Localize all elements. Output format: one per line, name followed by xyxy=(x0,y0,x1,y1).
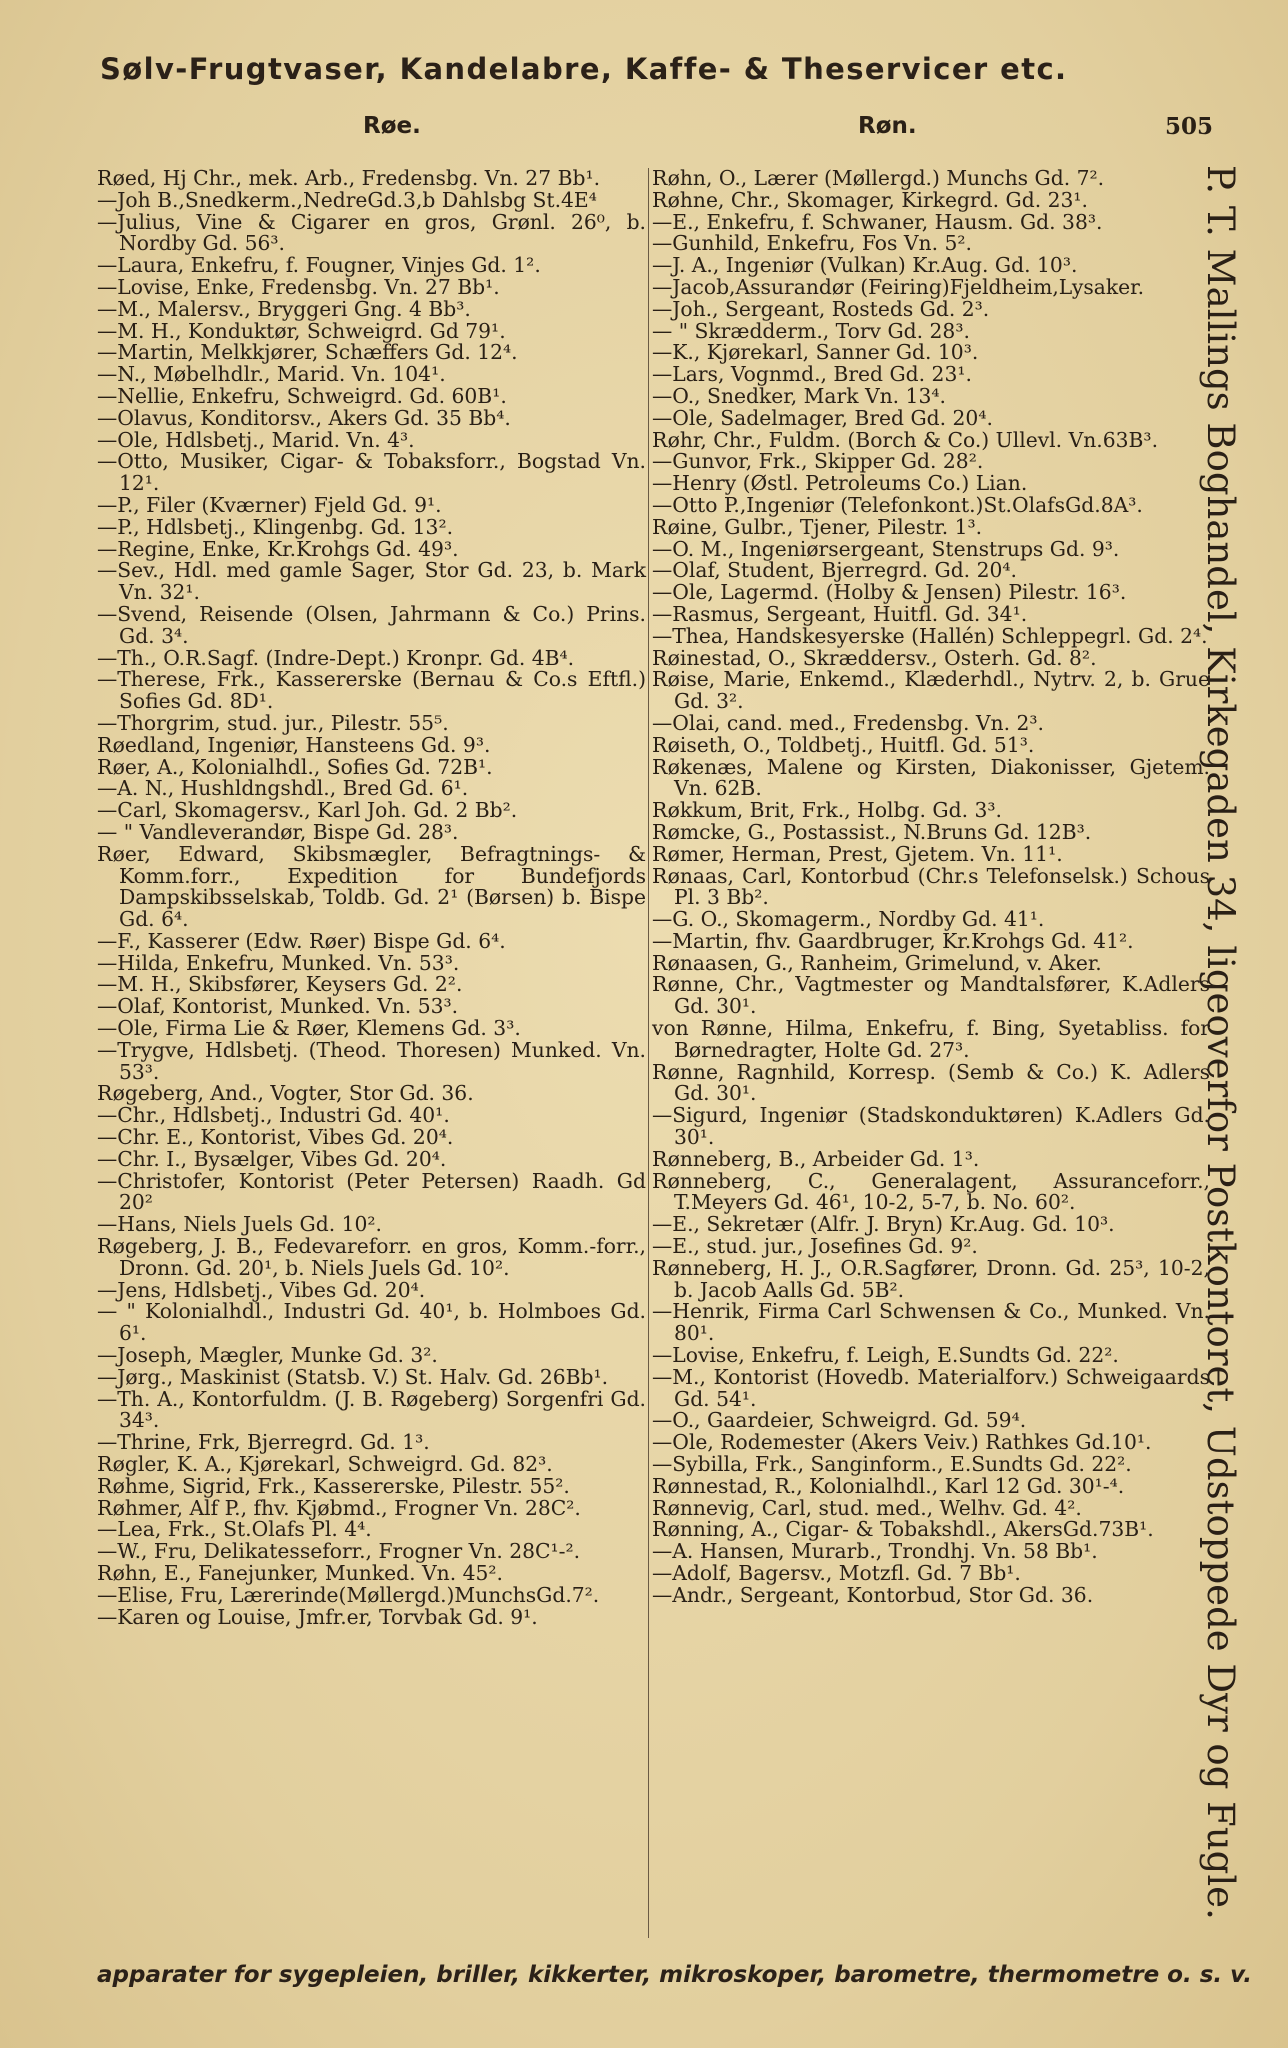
directory-entry: Rønne, Ragnhild, Korresp. (Semb & Co.) K. Adlers Gd. 30¹. xyxy=(652,1059,1210,1106)
directory-entry: — " Vandleverandør, Bispe Gd. 28³. xyxy=(97,819,459,844)
directory-entry: —O., Gaardeier, Schweigrd. Gd. 59⁴. xyxy=(652,1408,1027,1433)
directory-entry: —Carl, Skomagersv., Karl Joh. Gd. 2 Bb². xyxy=(97,798,518,823)
directory-entry: —Thrine, Frk, Bjerregrd. Gd. 1³. xyxy=(97,1430,430,1455)
directory-entry: — " Kolonialhdl., Industri Gd. 40¹, b. Holmboes Gd. 6¹. xyxy=(97,1299,646,1346)
directory-entry: —Ole, Sadelmager, Bred Gd. 20⁴. xyxy=(652,405,993,430)
directory-entry: —F., Kasserer (Edw. Røer) Bispe Gd. 6⁴. xyxy=(97,928,506,953)
directory-entry: —Olaf, Student, Bjerregrd. Gd. 20⁴. xyxy=(652,558,1017,583)
directory-entry: —M., Kontorist (Hovedb. Materialforv.) Schweigaards Gd. 54¹. xyxy=(652,1364,1210,1411)
directory-entry: —Regine, Enke, Kr.Krohgs Gd. 49³. xyxy=(97,536,459,561)
directory-entry: —Thorgrim, stud. jur., Pilestr. 55⁵. xyxy=(97,710,449,735)
directory-entry: —A. N., Hushldngshdl., Bred Gd. 6¹. xyxy=(97,776,469,801)
directory-entry: Røer, A., Kolonialhdl., Sofies Gd. 72B¹. xyxy=(97,754,493,779)
column-divider xyxy=(648,168,649,1938)
directory-entry: —Andr., Sergeant, Kontorbud, Stor Gd. 36. xyxy=(652,1582,1094,1607)
directory-entry: —Olavus, Konditorsv., Akers Gd. 35 Bb⁴. xyxy=(97,405,511,430)
directory-entry: —K., Kjørekarl, Sanner Gd. 10³. xyxy=(652,340,979,365)
directory-entry: —J. A., Ingeniør (Vulkan) Kr.Aug. Gd. 10³. xyxy=(652,253,1078,278)
directory-entry: —Jacob,Assurandør (Feiring)Fjeldheim,Lysaker. xyxy=(652,274,1145,299)
directory-entry: Rønneberg, B., Arbeider Gd. 1³. xyxy=(652,1146,980,1171)
directory-entry: —Joseph, Mægler, Munke Gd. 3². xyxy=(97,1343,438,1368)
directory-entry: —Lovise, Enke, Fredensbg. Vn. 27 Bb¹. xyxy=(97,274,500,299)
directory-entry: —Hans, Niels Juels Gd. 10². xyxy=(97,1212,382,1237)
directory-entry: —Svend, Reisende (Olsen, Jahrmann & Co.) Prins. Gd. 3⁴. xyxy=(97,601,646,648)
directory-entry: —Karen og Louise, Jmfr.er, Torvbak Gd. 9¹. xyxy=(97,1604,538,1629)
directory-entry: —Chr., Hdlsbetj., Industri Gd. 40¹. xyxy=(97,1103,450,1128)
directory-entry: Røed, Hj Chr., mek. Arb., Fredensbg. Vn. 27 Bb¹. xyxy=(97,166,601,190)
right-catchword: Røn. xyxy=(858,113,917,139)
directory-entry: —O. M., Ingeniørsergeant, Stenstrups Gd. 9³. xyxy=(652,536,1120,561)
directory-entry: —P., Filer (Kværner) Fjeld Gd. 9¹. xyxy=(97,492,442,517)
directory-entry: —Th. A., Kontorfuldm. (J. B. Røgeberg) Sorgenfri Gd. 34³. xyxy=(97,1386,646,1433)
directory-entry: Røkkum, Brit, Frk., Holbg. Gd. 3³. xyxy=(652,798,1002,823)
directory-entry: Røiseth, O., Toldbetj., Huitfl. Gd. 51³. xyxy=(652,732,1035,757)
directory-entry: —Thea, Handskesyerske (Hallén) Schleppegrl. Gd. 2⁴. xyxy=(652,623,1208,648)
directory-entry: —Gunhild, Enkefru, Fos Vn. 5². xyxy=(652,231,972,256)
directory-entry: Rømer, Herman, Prest, Gjetem. Vn. 11¹. xyxy=(652,841,1063,866)
left-column xyxy=(97,168,646,1938)
right-column xyxy=(652,168,1210,1938)
directory-entry: Rønnevig, Carl, stud. med., Welhv. Gd. 4². xyxy=(652,1495,1082,1520)
directory-entry: —M. H., Konduktør, Schweigrd. Gd 79¹. xyxy=(97,318,506,343)
directory-entry: Røinestad, O., Skræddersv., Osterh. Gd. 8². xyxy=(652,645,1097,670)
directory-entry: —P., Hdlsbetj., Klingenbg. Gd. 13². xyxy=(97,514,454,539)
directory-entry: Rønnestad, R., Kolonialhdl., Karl 12 Gd. 30¹-⁴. xyxy=(652,1473,1125,1498)
directory-entry: Røer, Edward, Skibsmægler, Befragtnings- & Komm.forr., Expedition for Bundefjords Dampskibsselskab, Toldb. Gd. 2¹ (Børsen) b. Bispe Gd. 6⁴. xyxy=(97,841,646,932)
directory-entry: —Otto, Musiker, Cigar- & Tobaksforr., Bogstad Vn. 12¹. xyxy=(97,449,646,496)
directory-entry: —Chr. I., Bysælger, Vibes Gd. 20⁴. xyxy=(97,1146,447,1171)
directory-entry: —Hilda, Enkefru, Munked. Vn. 53³. xyxy=(97,950,460,975)
directory-entry: —W., Fru, Delikatesseforr., Frogner Vn. 28C¹-². xyxy=(97,1539,581,1564)
page-number: 505 xyxy=(1165,113,1214,140)
directory-entry: —Ole, Lagermd. (Holby & Jensen) Pilestr. 16³. xyxy=(652,580,1127,605)
directory-entry: —Jørg., Maskinist (Statsb. V.) St. Halv. Gd. 26Bb¹. xyxy=(97,1364,609,1389)
directory-entry: Røhme, Sigrid, Frk., Kassererske, Pilestr. 55². xyxy=(97,1473,570,1498)
directory-entry: —Gunvor, Frk., Skipper Gd. 28². xyxy=(652,449,984,474)
directory-entry: —A. Hansen, Murarb., Trondhj. Vn. 58 Bb¹. xyxy=(652,1539,1098,1564)
directory-entry: —Rasmus, Sergeant, Huitfl. Gd. 34¹. xyxy=(652,601,1028,626)
directory-entry: von Rønne, Hilma, Enkefru, f. Bing, Syetabliss. for Børnedragter, Holte Gd. 27³. xyxy=(652,1016,1210,1062)
directory-entry: —O., Snedker, Mark Vn. 13⁴. xyxy=(652,383,946,408)
directory-entry: Røine, Gulbr., Tjener, Pilestr. 1³. xyxy=(652,514,983,539)
directory-entry: Rønaas, Carl, Kontorbud (Chr.s Telefonselsk.) Schous Pl. 3 Bb². xyxy=(652,863,1210,910)
directory-entry: —Martin, fhv. Gaardbruger, Kr.Krohgs Gd. 41². xyxy=(652,928,1134,953)
directory-entry: —Laura, Enkefru, f. Fougner, Vinjes Gd. 1². xyxy=(97,253,541,278)
directory-entry: Rønne, Chr., Vagtmester og Mandtalsfører, K.Adlers Gd. 30¹. xyxy=(652,972,1210,1019)
directory-entry: Røedland, Ingeniør, Hansteens Gd. 9³. xyxy=(97,732,491,757)
directory-entry: — " Skrædderm., Torv Gd. 28³. xyxy=(652,318,970,343)
directory-entry: Rønaasen, G., Ranheim, Grimelund, v. Aker. xyxy=(652,950,1102,975)
directory-entry: Røgeberg, And., Vogter, Stor Gd. 36. xyxy=(97,1081,474,1106)
directory-entry: —M. H., Skibsfører, Keysers Gd. 2². xyxy=(97,972,463,997)
directory-entry: —Elise, Fru, Lærerinde(Møllergd.)MunchsGd.7². xyxy=(97,1582,600,1607)
directory-entry: —Lovise, Enkefru, f. Leigh, E.Sundts Gd. 22². xyxy=(652,1343,1119,1368)
directory-entry: Rømcke, G., Postassist., N.Bruns Gd. 12B³. xyxy=(652,819,1092,844)
directory-entry: —Ole, Firma Lie & Røer, Klemens Gd. 3³. xyxy=(97,1016,521,1041)
bottom-advertisement-banner: apparater for sygepleien, briller, kikkerter, mikroskoper, barometre, thermometre o. s. v. xyxy=(97,1962,1253,1988)
side-advertisement-banner: P. T. Mallings Boghandel, Kirkegaden 34, ligeoverfor Postkontoret, Udstoppede Dyr og Fugle. xyxy=(1199,165,1242,1920)
directory-entry: —N., Møbelhdlr., Marid. Vn. 104¹. xyxy=(97,362,446,387)
directory-entry: —Julius, Vine & Cigarer en gros, Grønl. 26⁰, b. Nordby Gd. 56³. xyxy=(97,209,646,256)
directory-entry: —Th., O.R.Sagf. (Indre-Dept.) Kronpr. Gd. 4B⁴. xyxy=(97,645,575,670)
directory-entry: —Henrik, Firma Carl Schwensen & Co., Munked. Vn. 80¹. xyxy=(652,1299,1210,1346)
directory-entry: —E., stud. jur., Josefines Gd. 9². xyxy=(652,1234,978,1259)
directory-entry: —Ole, Rodemester (Akers Veiv.) Rathkes Gd.10¹. xyxy=(652,1430,1152,1455)
directory-entry: —Sybilla, Frk., Sanginform., E.Sundts Gd. 22². xyxy=(652,1452,1132,1477)
directory-entry: —Christofer, Kontorist (Peter Petersen) Raadh. Gd 20² xyxy=(97,1168,646,1215)
directory-entry: Røhne, Chr., Skomager, Kirkegrd. Gd. 23¹. xyxy=(652,187,1088,212)
left-catchword: Røe. xyxy=(363,113,421,139)
directory-entry: —E., Sekretær (Alfr. J. Bryn) Kr.Aug. Gd. 10³. xyxy=(652,1212,1115,1237)
directory-entry: Rønning, A., Cigar- & Tobakshdl., AkersGd.73B¹. xyxy=(652,1517,1154,1542)
directory-entry: —Sigurd, Ingeniør (Stadskonduktøren) K.Adlers Gd. 30¹. xyxy=(652,1103,1210,1150)
directory-entry: —M., Malersv., Bryggeri Gng. 4 Bb³. xyxy=(97,296,471,321)
directory-entry: Røhn, E., Fanejunker, Munked. Vn. 45². xyxy=(97,1561,503,1585)
top-advertisement-banner: Sølv-Frugtvaser, Kandelabre, Kaffe- & Theservicer etc. xyxy=(100,52,1068,86)
directory-entry: —G. O., Skomagerm., Nordby Gd. 41¹. xyxy=(652,907,1045,932)
directory-entry: —Jens, Hdlsbetj., Vibes Gd. 20⁴. xyxy=(97,1277,426,1302)
directory-entry: —Martin, Melkkjører, Schæffers Gd. 12⁴. xyxy=(97,340,518,365)
directory-entry: Røgler, K. A., Kjørekarl, Schweigrd. Gd. 82³. xyxy=(97,1452,553,1477)
directory-entry: Røhn, O., Lærer (Møllergd.) Munchs Gd. 7². xyxy=(652,166,1105,190)
directory-entry: —Olaf, Kontorist, Munked. Vn. 53³. xyxy=(97,994,459,1019)
directory-entry: —Ole, Hdlsbetj., Marid. Vn. 4³. xyxy=(97,427,415,452)
directory-entry: —Henry (Østl. Petroleums Co.) Lian. xyxy=(652,471,1028,496)
directory-entry: —Olai, cand. med., Fredensbg. Vn. 2³. xyxy=(652,710,1044,735)
directory-entry: —Therese, Frk., Kassererske (Bernau & Co.s Eftfl.) Sofies Gd. 8D¹. xyxy=(97,667,646,714)
directory-entry: —Joh B.,Snedkerm.,NedreGd.3,b Dahlsbg St.4E⁴ xyxy=(97,187,597,212)
directory-entry: —Adolf, Bagersv., Motzfl. Gd. 7 Bb¹. xyxy=(652,1561,1021,1585)
directory-entry: —E., Enkefru, f. Schwaner, Hausm. Gd. 38³. xyxy=(652,209,1103,234)
directory-entry: —Joh., Sergeant, Rosteds Gd. 2³. xyxy=(652,296,990,321)
directory-entry: Røise, Marie, Enkemd., Klæderhdl., Nytrv. 2, b. Grue Gd. 3². xyxy=(652,667,1210,714)
directory-entry: Røgeberg, J. B., Fedevareforr. en gros, Komm.-forr., Dronn. Gd. 20¹, b. Niels Juels Gd. 10². xyxy=(97,1234,646,1280)
directory-entry: —Nellie, Enkefru, Schweigrd. Gd. 60B¹. xyxy=(97,383,507,408)
directory-entry: Røkenæs, Malene og Kirsten, Diakonisser, Gjetem. Vn. 62B. xyxy=(652,754,1210,801)
directory-entry: —Chr. E., Kontorist, Vibes Gd. 20⁴. xyxy=(97,1125,454,1150)
directory-entry: —Lea, Frk., St.Olafs Pl. 4⁴. xyxy=(97,1517,372,1542)
directory-entry: Rønneberg, C., Generalagent, Assuranceforr., T.Meyers Gd. 46¹, 10-2, 5-7, b. No. 60². xyxy=(652,1168,1210,1215)
directory-entry: Røhmer, Alf P., fhv. Kjøbmd., Frogner Vn. 28C². xyxy=(97,1495,581,1520)
directory-entry: —Trygve, Hdlsbetj. (Theod. Thoresen) Munked. Vn. 53³. xyxy=(97,1037,646,1084)
directory-entry: —Sev., Hdl. med gamle Sager, Stor Gd. 23, b. Mark Vn. 32¹. xyxy=(97,558,646,605)
directory-entry: —Lars, Vognmd., Bred Gd. 23¹. xyxy=(652,362,972,387)
directory-entry: Røhr, Chr., Fuldm. (Borch & Co.) Ullevl. Vn.63B³. xyxy=(652,427,1159,452)
directory-entry: —Otto P.,Ingeniør (Telefonkont.)St.OlafsGd.8A³. xyxy=(652,492,1143,517)
directory-entry: Rønneberg, H. J., O.R.Sagfører, Dronn. Gd. 25³, 10-2, b. Jacob Aalls Gd. 5B². xyxy=(652,1255,1210,1302)
